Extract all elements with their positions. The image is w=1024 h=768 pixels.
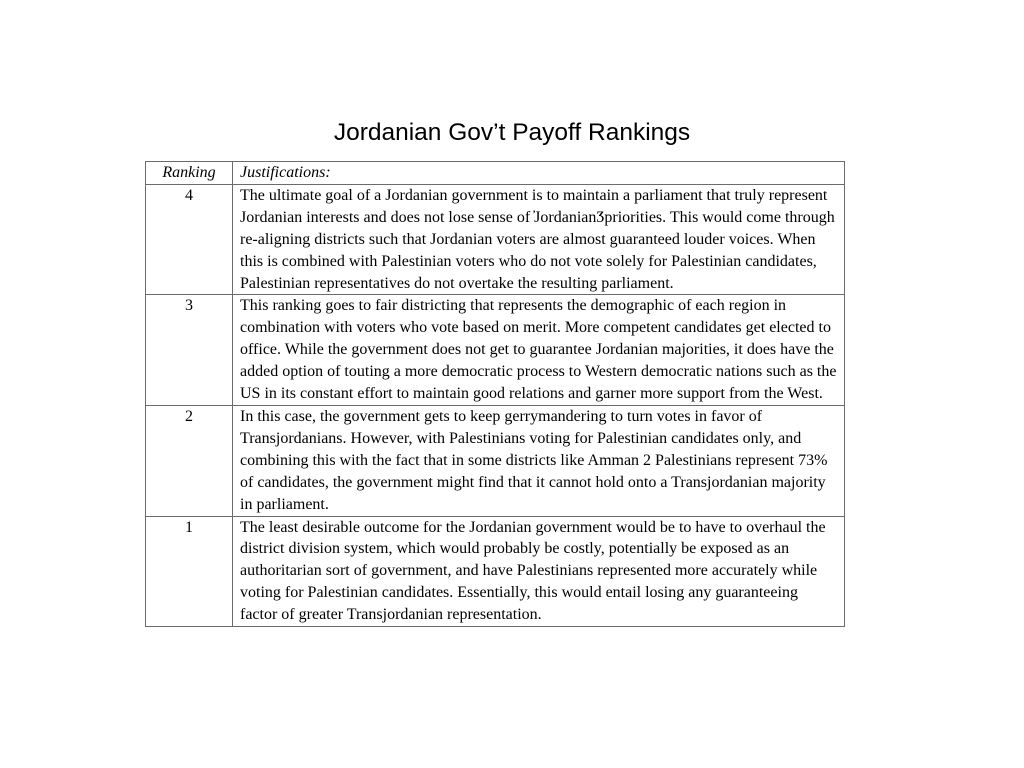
table-header-row — [146, 162, 845, 185]
rankings-table — [145, 161, 845, 627]
table-row — [146, 516, 845, 627]
justifications-column-header: Justifications: — [233, 162, 845, 185]
table-row — [146, 184, 845, 295]
table-row — [146, 295, 845, 406]
justification-cell: The ultimate goal of a Jordanian government is to maintain a parliament that truly represent Jordanian interests and does not lose sense of ҆JordanianӠpriorities. This would come through re-aligning districts such that Jordanian voters are almost guaranteed louder voices. When this is combined with Palestinian voters who do not vote solely for Palestinian candidates, Palestinian representatives do not overtake the resulting parliament. — [233, 184, 845, 295]
ranking-cell: 3 — [146, 295, 233, 406]
justification-cell: This ranking goes to fair districting that represents the demographic of each region in combination with voters who vote based on merit. More competent candidates get elected to office. While the government does not get to guarantee Jordanian majorities, it does have the added option of touting a more democratic process to Western democratic nations such as the US in its constant effort to maintain good relations and garner more support from the West. — [233, 295, 845, 406]
ranking-cell: 2 — [146, 405, 233, 516]
ranking-cell: 1 — [146, 516, 233, 627]
page-title: Jordanian Gov’t Payoff Rankings — [333, 119, 691, 146]
ranking-column-header: Ranking — [146, 162, 233, 185]
justification-cell: The least desirable outcome for the Jordanian government would be to have to overhaul the district division system, which would probably be costly, potentially be exposed as an authoritarian sort of government, and have Palestinians represented more accurately while voting for Palestinian candidates. Essentially, this would entail losing any guaranteeing factor of greater Transjordanian representation. — [233, 516, 845, 627]
ranking-cell: 4 — [146, 184, 233, 295]
justification-cell: In this case, the government gets to keep gerrymandering to turn votes in favor of Transjordanians. However, with Palestinians voting for Palestinian candidates only, and combining this with the fact that in some districts like Amman 2 Palestinians represent 73% of candidates, the government might find that it cannot hold onto a Transjordanian majority in parliament. — [233, 405, 845, 516]
table-row — [146, 405, 845, 516]
